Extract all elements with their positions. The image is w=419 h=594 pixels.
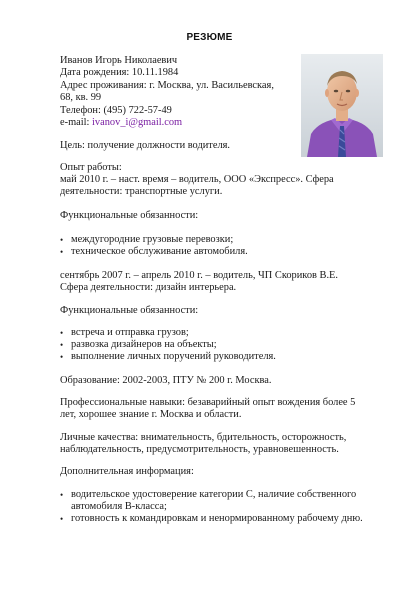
bullet-icon: • — [60, 235, 64, 245]
job-2-line-2: Сфера деятельности: дизайн интерьера. — [60, 282, 237, 293]
duties-1-heading: Функциональные обязанности: — [60, 210, 199, 221]
list-item: • водительское удостоверение категории С, наличие собственного автомобиля В-класса; — [60, 489, 357, 513]
job-1-line-2: деятельности: транспортные услуги. — [60, 186, 223, 197]
bullet-icon: • — [60, 490, 64, 500]
qualities-line-2: наблюдательность, предусмотрительность, уравновешенность. — [60, 444, 339, 455]
address-line-1: Адрес проживания: г. Москва, ул. Васильевская, — [60, 80, 274, 91]
portrait-photo — [301, 54, 383, 157]
email-link[interactable]: ivanov_i@gmail.com — [92, 117, 183, 128]
birth-date: Дата рождения: 10.11.1984 — [60, 67, 179, 78]
email-row — [60, 117, 182, 129]
duties-2-list — [60, 327, 276, 364]
goal: Цель: получение должности водителя. — [60, 140, 231, 151]
list-item: • выполнение личных поручений руководителя. — [60, 351, 276, 363]
duties-1-list — [60, 234, 248, 258]
extra-heading: Дополнительная информация: — [60, 466, 194, 477]
list-item: • техническое обслуживание автомобиля. — [60, 246, 248, 258]
email-label: e-mail: — [60, 117, 90, 128]
bullet-icon: • — [60, 247, 64, 258]
experience-heading: Опыт работы: — [60, 162, 122, 173]
list-item: • развозка дизайнеров на объекты; — [60, 339, 217, 351]
full-name: Иванов Игорь Николаевич — [60, 55, 178, 66]
phone: Телефон: (495) 722-57-49 — [60, 105, 172, 116]
extra-list — [60, 489, 381, 526]
list-item: • готовность к командировкам и ненормированному рабочему дню. — [60, 513, 363, 525]
list-item: • междугородние грузовые перевозки; — [60, 234, 234, 245]
duties-2-heading: Функциональные обязанности: — [60, 305, 199, 316]
skills-line-1: Профессиональные навыки: безаварийный опыт вождения более 5 — [60, 397, 356, 408]
bullet-icon: • — [60, 352, 64, 363]
qualities-line-1: Личные качества: внимательность, бдительность, осторожность, — [60, 432, 347, 443]
skills-line-2: лет, хорошее знание г. Москва и области. — [60, 409, 242, 420]
list-item: • встреча и отправка грузов; — [60, 327, 189, 338]
bullet-icon: • — [60, 328, 64, 338]
portrait-photo-image — [301, 54, 383, 157]
education: Образование: 2002-2003, ПТУ № 200 г. Москва. — [60, 375, 272, 386]
job-2-line-1: сентябрь 2007 г. – апрель 2010 г. – водитель, ЧП Скориков В.Е. — [60, 270, 338, 281]
bullet-icon: • — [60, 514, 64, 525]
address-line-2: 68, кв. 99 — [60, 92, 102, 103]
job-1-line-1: май 2010 г. – наст. время – водитель, ООО «Экспресс». Сфера — [60, 174, 334, 185]
resume-title: РЕЗЮМЕ — [186, 32, 233, 43]
bullet-icon: • — [60, 340, 64, 351]
